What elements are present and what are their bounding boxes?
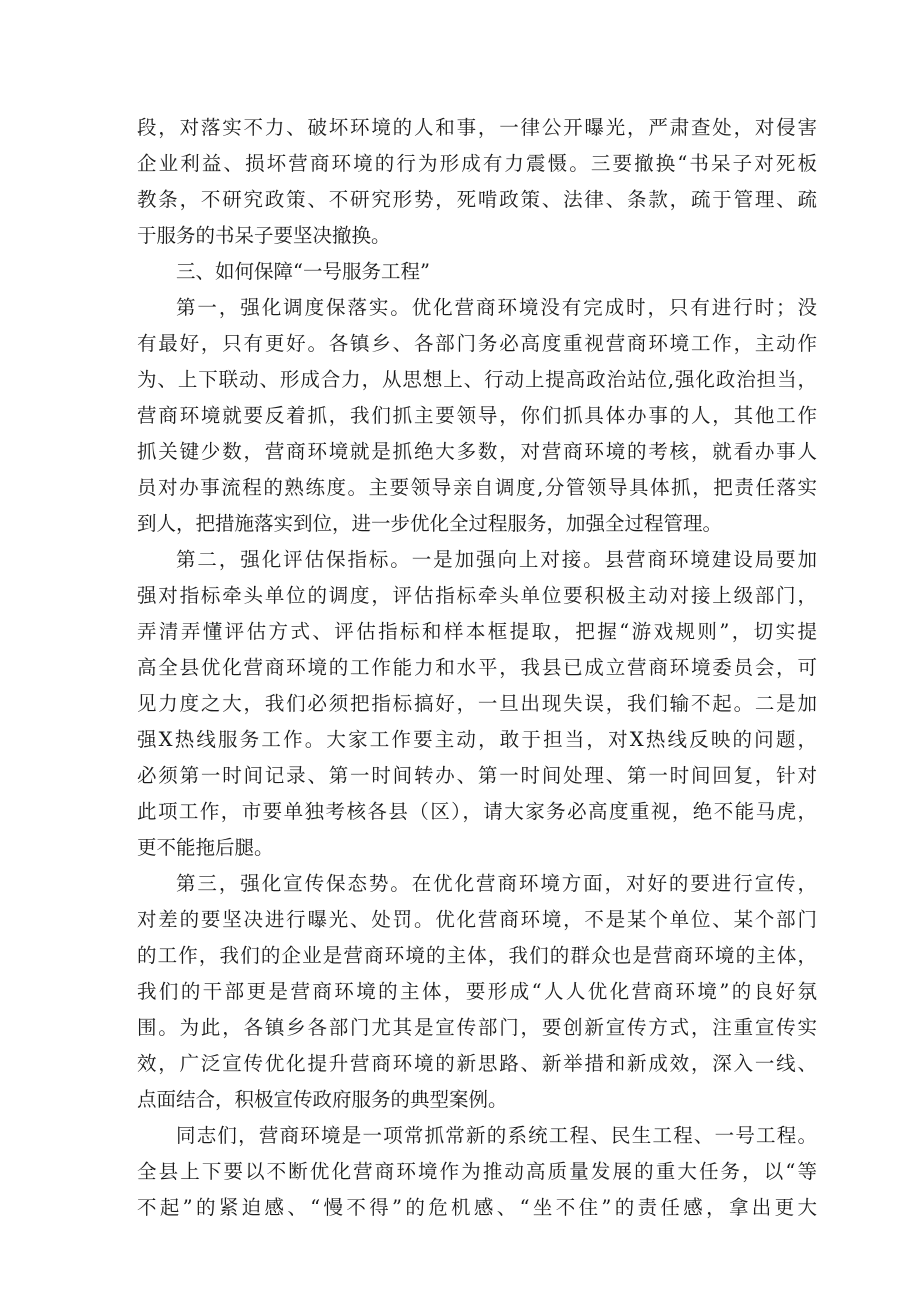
section-heading: 三、如何保障“一号服务工程” xyxy=(176,260,430,283)
text-line-1: 段，对落实不力、破坏环境的人和事，一律公开曝光，严肃查处，对侵害 xyxy=(137,116,817,139)
text-line-4: 于服务的书呆子要坚决撤换。 xyxy=(137,224,391,247)
text-line-9: 营商环境就要反着抓，我们抓主要领导，你们抓具体办事的人，其他工作 xyxy=(137,404,817,427)
text-line-23: 对差的要坚决进行曝光、处罚。优化营商环境，不是某个单位、某个部门 xyxy=(137,908,817,931)
text-line-15: 弄清弄懂评估方式、评估指标和样本框提取，把握“游戏规则”，切实提 xyxy=(137,620,817,643)
text-line-19: 必须第一时间记录、第一时间转办、第一时间处理、第一时间回复，针对 xyxy=(137,764,817,787)
text-line-17: 见力度之大，我们必须把指标搞好，一旦出现失误，我们输不起。二是加 xyxy=(137,692,817,715)
text-line-24: 的工作，我们的企业是营商环境的主体，我们的群众也是营商环境的主体， xyxy=(137,944,817,967)
text-line-2: 企业利益、损坏营商环境的行为形成有力震慑。三要撤换“书呆子对死板 xyxy=(137,152,817,175)
text-line-21: 更不能拖后腿。 xyxy=(137,836,274,859)
text-line-7: 有最好，只有更好。各镇乡、各部门务必高度重视营商环境工作，主动作 xyxy=(137,332,817,355)
text-line-10: 抓关键少数，营商环境就是抓绝大多数，对营商环境的考核，就看办事人 xyxy=(137,440,817,463)
text-line-18: 强X热线服务工作。大家工作要主动，敢于担当，对X热线反映的问题， xyxy=(137,728,817,751)
text-line-26: 围。为此，各镇乡各部门尤其是宣传部门，要创新宣传方式，注重宣传实 xyxy=(137,1016,817,1039)
text-line-28: 点面结合，积极宣传政府服务的典型案例。 xyxy=(137,1088,508,1111)
text-line-31: 不起”的紧迫感、“慢不得”的危机感、“坐不住”的责任感，拿出更大 xyxy=(137,1196,817,1219)
text-line-30: 全县上下要以不断优化营商环境作为推动高质量发展的重大任务，以“等 xyxy=(137,1160,817,1183)
text-line-6: 第一，强化调度保落实。优化营商环境没有完成时，只有进行时；没 xyxy=(176,296,817,319)
text-line-16: 高全县优化营商环境的工作能力和水平，我县已成立营商环境委员会，可 xyxy=(137,656,817,679)
text-line-20: 此项工作，市要单独考核各县（区），请大家务必高度重视，绝不能马虎， xyxy=(137,800,817,823)
text-line-29: 同志们，营商环境是一项常抓常新的系统工程、民生工程、一号工程。 xyxy=(176,1124,817,1147)
text-line-12: 到人，把措施落实到位，进一步优化全过程服务，加强全过程管理。 xyxy=(137,512,723,535)
text-line-8: 为、上下联动、形成合力，从思想上、行动上提高政治站位,强化政治担当， xyxy=(137,368,817,391)
text-line-27: 效，广泛宣传优化提升营商环境的新思路、新举措和新成效，深入一线、 xyxy=(137,1052,817,1075)
text-line-22: 第三，强化宣传保态势。在优化营商环境方面，对好的要进行宣传， xyxy=(176,872,817,895)
text-line-14: 强对指标牵头单位的调度，评估指标牵头单位要积极主动对接上级部门， xyxy=(137,584,817,607)
text-line-25: 我们的干部更是营商环境的主体，要形成“人人优化营商环境”的良好氛 xyxy=(137,980,817,1003)
text-line-13: 第二，强化评估保指标。一是加强向上对接。县营商环境建设局要加 xyxy=(176,548,817,571)
text-line-3: 教条，不研究政策、不研究形势，死啃政策、法律、条款，疏于管理、疏 xyxy=(137,188,817,211)
text-line-11: 员对办事流程的熟练度。主要领导亲自调度,分管领导具体抓，把责任落实 xyxy=(137,476,817,499)
